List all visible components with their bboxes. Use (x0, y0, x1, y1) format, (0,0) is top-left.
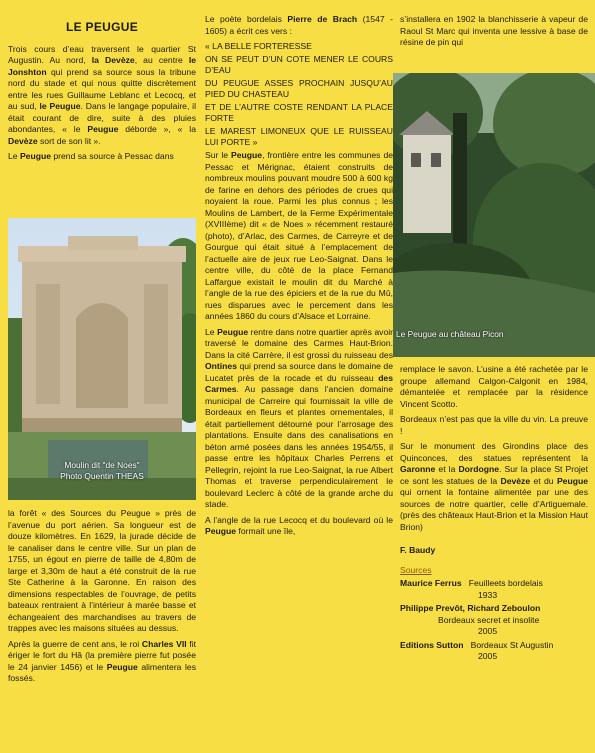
poem-line: ET DE L’AUTRE COSTE RENDANT LA PLACE FORTE (205, 102, 393, 123)
column-2 (205, 14, 393, 542)
column-3 (400, 14, 588, 53)
source-entry: Editions Sutton Bordeaux St Augustin 2005 (400, 639, 554, 661)
mill-photo (8, 218, 196, 500)
author-signature: F. Baudy (400, 545, 436, 555)
poem-line: LE MAREST LIMONEUX QUE LE RUISSEAU LUI PORTE » (205, 126, 393, 147)
paragraph: la forêt « des Sources du Peugue » près de l’avenue du port aérien. Sa longueur est de douze kilomètres. En 1629, la jurade décide de le canaliser dans le centre ville. Sur un plan de 1755, un égout en pierre de taille de 4,80m de large et 3,30m de haut a été construit de la rue Ste Catherine à la Garonne. En raison des dimensions respectables de l’ouvrage, de petits bateaux rentraient à l’intérieur à marée basse et échangeaient des marchandises au travers de trappes avec les maisons situées au dessus. (8, 508, 196, 633)
sources-heading: Sources (400, 564, 432, 575)
paragraph: s’installera en 1902 la blanchisserie à vapeur de Raoul St Marc qui inventa une lessive à base de résine de pin qui (400, 14, 588, 47)
river-photo (393, 73, 595, 357)
page-title: LE PEUGUE (65, 20, 139, 34)
paragraph: Le Peugue rentre dans notre quartier après avoir traversé le domaine des Carmes Haut-Brion. Dans la cité Carrère, il est grossi du ruisseau des Ontines qui prend sa source dans le domaine de Lucatet près de la rocade et du ruisseau des Carmes. Au passage dans l’ancien domaine municipal de Carreire qui fournissait la ville de Bordeaux en fleurs et plantes ornementales, il était partiellement détourné pour l’arrosage des plantations. Ensuite dans des canalisations en béton armé posées dans les années 1954/55, il passe entre les hôpitaux Charles Perrens et Pellegrin, rejoint la rue Leo-Saignat, la rue Albert Thomas et traverse perpendiculairement le boulevard Leclerc à côté de la grande arche du stade. (205, 326, 393, 509)
column-1-continued (8, 508, 196, 689)
paragraph: Bordeaux n’est pas que la ville du vin. La preuve ! (400, 414, 588, 436)
paragraph: Sur le Peugue, frontière entre les communes de Pessac et Mérignac, étaient construits de nombreux moulins pouvant moudre 500 à 600 kg de farine en dehors des périodes de crues qui noyaient la roue. Parmi les plus connus ; les Moulins de Lambert, de la Ferme Expérimentale (XVIIIème) dit « de Noes » récemment restauré (photo), d’Arlac, des Carmes, de Carreyre et de Gourgue qui était situé à l’emplacement de l’actuelle aire de jeux rue Leo-Saignat. Dans le centre ville, du côté de la place Fernand Laffargue existait le moulin dit du Marché à l’angle de la rue des épiciers et de la rue du Mû, rues disparues avec le percement dans les années 1860 du cours d’Alsace et Lorraine. (205, 150, 393, 321)
column-3-continued (400, 364, 588, 665)
poem-line: ON SE PEUT D’UN COTE MENER LE COURS D’EAU (205, 54, 393, 75)
river-illustration (393, 73, 595, 357)
source-entry: Philippe Prevôt, Richard Zeboulon Bordeaux secret et insolite 2005 (400, 603, 541, 636)
mill-illustration (8, 218, 196, 500)
source-entry: Maurice Ferrus Feuilleets bordelais 1933 (400, 578, 543, 600)
paragraph: Le poète bordelais Pierre de Brach (1547 - 1605) a écrit ces vers : (205, 14, 393, 36)
paragraph: Après la guerre de cent ans, le roi Charles VII fit ériger le fort du Hâ (la première pierre fut posée le 24 janvier 1456) et le Peugue alimentera les fossés. (8, 638, 196, 683)
poem-line: « LA BELLE FORTERESSE (205, 41, 312, 51)
column-1 (8, 14, 196, 167)
paragraph: remplace le savon. L’usine a été rachetée par le groupe allemand Calgon-Calgonit en 1984, démantelée et remplacée par la résidence Vincent Scotto. (400, 364, 588, 409)
poem-line: DU PEUGUE ASSES PROCHAIN JUSQU’AU PIED DU CHASTEAU (205, 78, 393, 99)
paragraph: Trois cours d’eau traversent le quartier St Augustin. Au nord, la Devèze, au centre le Jonshton qui prend sa source sous la tribune nord du stade et qui nous quitte discrètement entre les rues Guillaume Leblanc et Lecocq, et au sud, le Peugue. Dans le langage populaire, il était courant de dire, suite à des pluies abondantes, « le Peugue déborde », « la Devèze sort de son lit ». (8, 43, 197, 146)
photo-caption: Le Peugue au château Picon (396, 329, 504, 339)
paragraph: Sur le monument des Girondins place des Quinconces, des statues représentent la Garonne et la Dordogne. Sur la place St Projet ce sont les statues de la Devèze et du Peugue qui ornent la fontaine alimentée par une des sources de notre quartier, celle d’Artiguemale. (près des châteaux Haut-Brion et la Mission Haut Brion) (400, 441, 588, 532)
photo-caption: Moulin dit "de Noes" Photo Quentin THEAS (60, 460, 144, 481)
paragraph: A l’angle de la rue Lecocq et du boulevard où le Peugue formait une île, (205, 514, 393, 536)
paragraph: Le Peugue prend sa source à Pessac dans (8, 151, 174, 161)
